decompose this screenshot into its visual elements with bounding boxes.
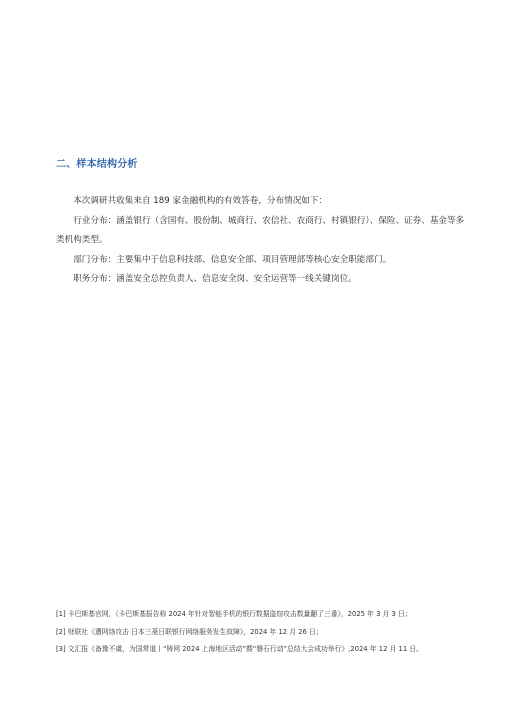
- department-distribution-paragraph: 部门分布：主要集中于信息科技部、信息安全部、项目管理部等核心安全职能部门。: [73, 254, 392, 265]
- industry-distribution-paragraph: 行业分布：涵盖银行（含国有、股份制、城商行、农信社、农商行、村镇银行）、保险、证券、基金等多类机构类型。: [56, 215, 465, 245]
- footnote-2: [2] 财联社《遭网络攻击 日本三菱日联银行网络服务发生故障》，2024 年 12 月 26 日；: [56, 627, 323, 636]
- intro-paragraph: 本次调研共收集来自 189 家金融机构的有效答卷，分布情况如下：: [73, 196, 328, 206]
- footnote-3: [3] 文汇报《备豫不虞，为国常道丨“铸网 2024 上海地区活动”暨“磐石行动”总结大会成功举行》,2024 年 12 月 11 日。: [56, 645, 423, 653]
- body-text: [56, 192, 470, 290]
- footnotes: [56, 606, 496, 659]
- position-distribution-paragraph: 职务分布：涵盖安全总控负责人、信息安全岗、安全运营等一线关键岗位。: [73, 274, 357, 284]
- section-title: 二、样本结构分析: [56, 159, 138, 170]
- footnote-1: [1] 卡巴斯基官网，《卡巴斯基报告称 2024 年针对智能手机的银行数据盗窃攻击数量翻了三番》，2025 年 3 月 3 日；: [56, 610, 412, 618]
